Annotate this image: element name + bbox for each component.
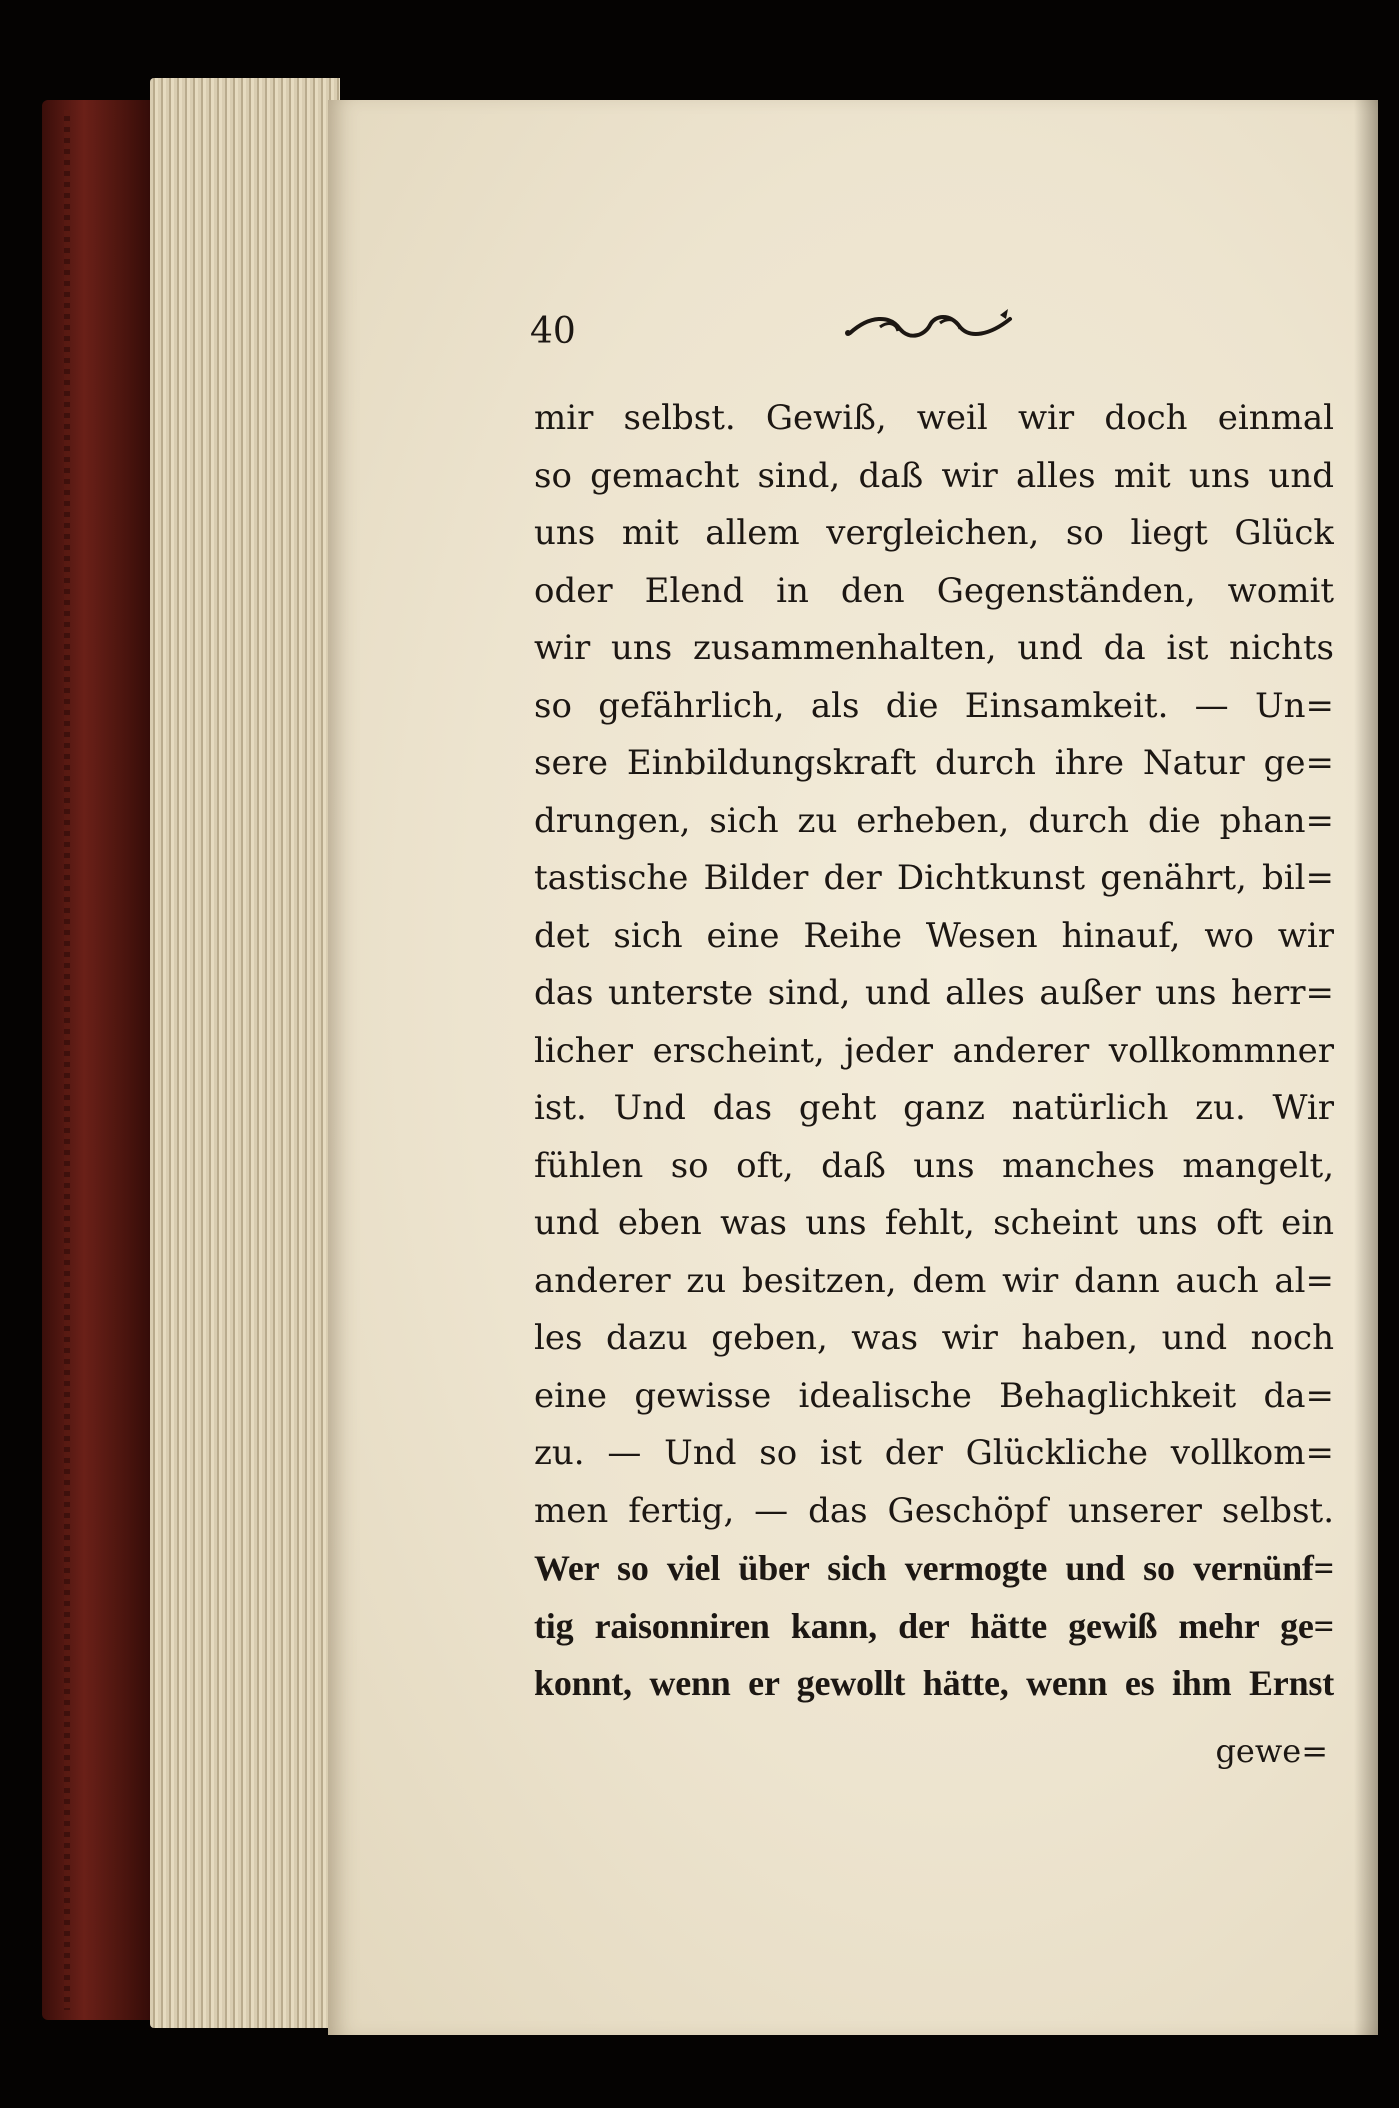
book-cover-spine <box>42 100 162 2020</box>
text-line: ist. Und das geht ganz natürlich zu. Wir <box>534 1088 1334 1128</box>
text-line: zu. — Und so ist der Glückliche vollkom= <box>534 1433 1334 1473</box>
text-line: fühlen so oft, daß uns manches mangelt, <box>534 1145 1334 1186</box>
text-line: men fertig, — das Geschöpf unserer selbst. <box>534 1490 1334 1531</box>
catchword: gewe= <box>1215 1732 1328 1770</box>
text-line: oder Elend in den Gegenständen, womit <box>534 570 1334 611</box>
text-line: drungen, sich zu erheben, durch die phan= <box>534 800 1334 841</box>
text-line: so gefährlich, als die Einsamkeit. — Un= <box>534 685 1334 726</box>
text-line: und eben was uns fehlt, scheint uns oft ein <box>534 1203 1334 1243</box>
text-line: sere Einbildungskraft durch ihre Natur ge= <box>534 743 1334 783</box>
text-line: det sich eine Reihe Wesen hinauf, wo wir <box>534 915 1334 956</box>
text-line: so gemacht sind, daß wir alles mit uns und <box>534 455 1334 496</box>
text-line: tig raisonniren kann, der hätte gewiß mehr ge= <box>534 1605 1334 1646</box>
text-line: anderer zu besitzen, dem wir dann auch al= <box>534 1260 1334 1301</box>
page-edges <box>150 78 340 2028</box>
text-line: licher erscheint, jeder anderer vollkommner <box>534 1030 1334 1071</box>
text-line: uns mit allem vergleichen, so liegt Glück <box>534 513 1334 553</box>
text-line: mir selbst. Gewiß, weil wir doch einmal <box>534 398 1334 438</box>
running-header <box>530 305 1330 355</box>
body-text <box>534 390 1334 1713</box>
text-line: wir uns zusammenhalten, und da ist nichts <box>534 628 1334 668</box>
text-line: les dazu geben, was wir haben, und noch <box>534 1318 1334 1358</box>
text-line: das unterste sind, und alles außer uns herr= <box>534 973 1334 1013</box>
text-line: eine gewisse idealische Behaglichkeit da= <box>534 1375 1334 1416</box>
page-number: 40 <box>530 311 576 352</box>
decorative-flourish-icon <box>840 305 1020 349</box>
text-line: konnt, wenn er gewollt hätte, wenn es ihm Ernst <box>534 1663 1334 1703</box>
text-line: tastische Bilder der Dichtkunst genährt, bil= <box>534 858 1334 898</box>
text-line: Wer so viel über sich vermogte und so vernünf= <box>534 1548 1334 1588</box>
